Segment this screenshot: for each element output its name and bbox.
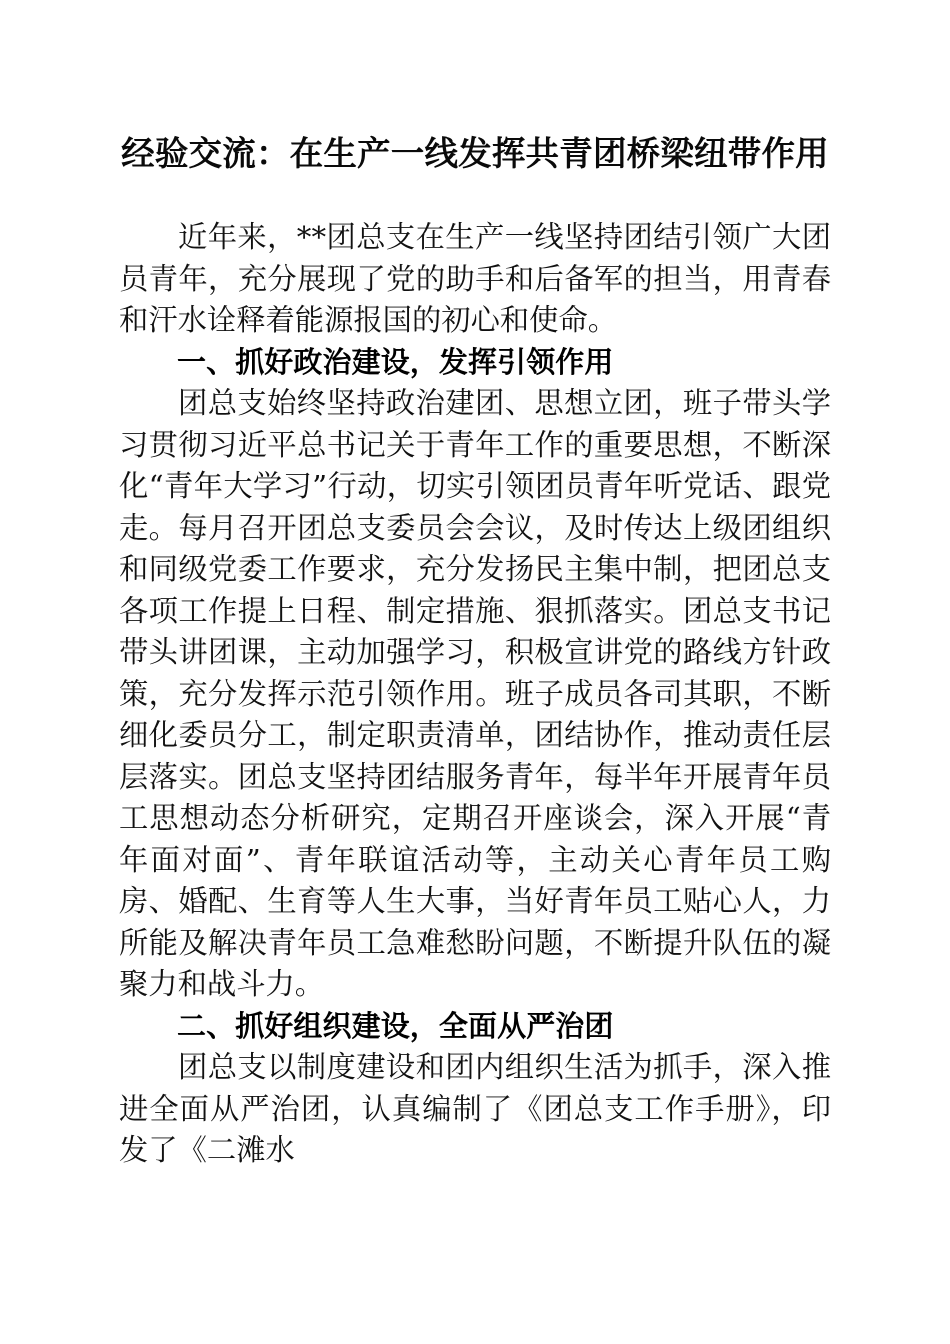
document-body <box>119 217 831 1172</box>
intro-paragraph: 近年来，**团总支在生产一线坚持团结引领广大团员青年，充分展现了党的助手和后备军的担当，用青春和汗水诠释着能源报国的初心和使命。 <box>119 220 831 337</box>
document-content-column <box>119 0 831 1172</box>
section-heading-2: 二、抓好组织建设，全面从严治团 <box>177 1008 614 1043</box>
section-heading-1: 一、抓好政治建设，发挥引领作用 <box>177 344 614 379</box>
section-2-paragraph: 团总支以制度建设和团内组织生活为抓手，深入推进全面从严治团，认真编制了《团总支工作手册》，印发了《二滩水 <box>119 1050 831 1167</box>
section-1-paragraph: 团总支始终坚持政治建团、思想立团，班子带头学习贯彻习近平总书记关于青年工作的重要思想，不断深化“青年大学习”行动，切实引领团员青年听党话、跟党走。每月召开团总支委员会会议，及时传达上级团组织和同级党委工作要求，充分发扬民主集中制，把团总支各项工作提上日程、制定措施、狠抓落实。团总支书记带头讲团课，主动加强学习，积极宣讲党的路线方针政策，充分发挥示范引领作用。班子成员各司其职，不断细化委员分工，制定职责清单，团结协作，推动责任层层落实。团总支坚持团结服务青年，每半年开展青年员工思想动态分析研究，定期召开座谈会，深入开展“青年面对面”、青年联谊活动等，主动关心青年员工购房、婚配、生育等人生大事，当好青年员工贴心人，力所能及解决青年员工急难愁盼问题，不断提升队伍的凝聚力和战斗力。 <box>119 386 831 1001</box>
page-title: 经验交流：在生产一线发挥共青团桥梁纽带作用 <box>121 134 829 173</box>
title-body-spacer <box>119 176 831 217</box>
